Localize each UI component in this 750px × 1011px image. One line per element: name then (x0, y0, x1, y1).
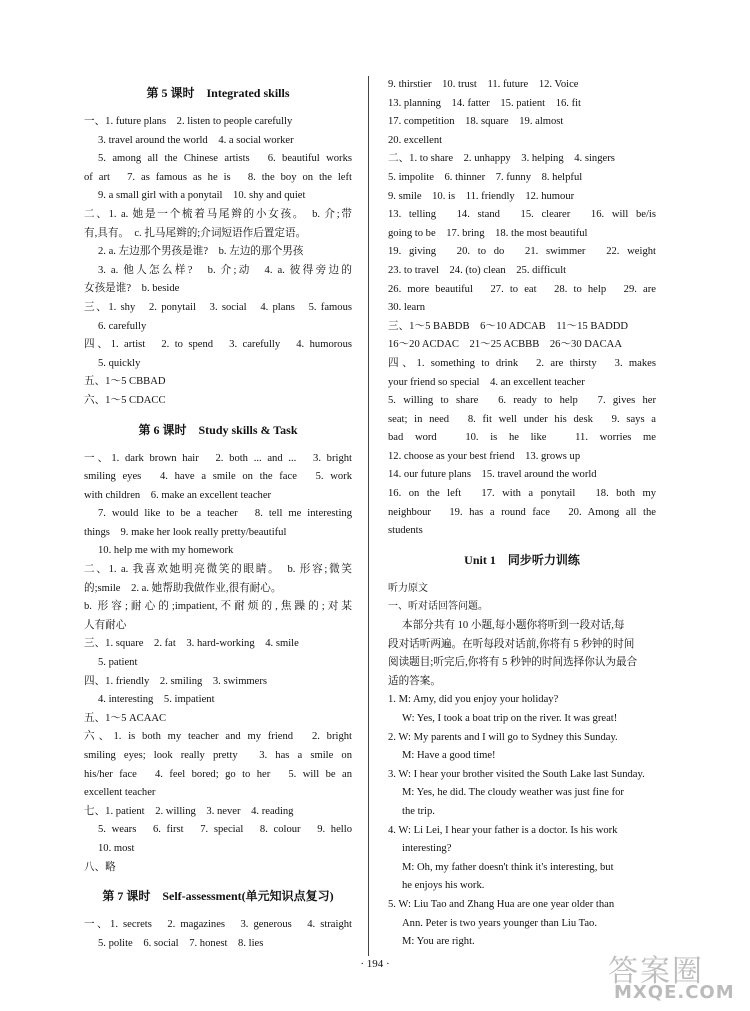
answer-line: bad word 10. is he like 11. worries me (388, 432, 656, 444)
answer-line: 五、1～5 CBBAD (84, 376, 166, 388)
answer-line: 七、1. patient 2. willing 3. never 4. reading (84, 805, 294, 817)
answer-line: 四、1. something to drink 2. are thirsty 3. makes (388, 357, 656, 369)
watermark-url: MXQE.COM (614, 982, 735, 1003)
answer-line: of art 7. as famous as he is 8. the boy on the left (84, 171, 352, 183)
answer-line: 一、1. future plans 2. listen to people carefully (84, 116, 293, 127)
answer-line: 3. a. 他人怎么样? b. 介;动 4. a. 彼得旁边的 (98, 264, 352, 276)
dialogue-line: M: Yes, he did. The cloudy weather was just fine for (402, 787, 624, 799)
answer-line: seat; in need 8. fit well under his desk 9. says a (388, 413, 656, 425)
dialogue-line: Ann. Peter is two years younger than Liu Tao. (402, 917, 598, 929)
answer-line: 三、1. square 2. fat 3. hard-working 4. smile (84, 638, 299, 650)
answer-line: 人有耐心 (84, 619, 127, 631)
answer-line: 10. help me with my homework (98, 545, 234, 557)
answer-line: 的;smile 2. a. 她帮助我做作业,很有耐心。 (84, 582, 282, 594)
answer-line: 9. smile 10. is 11. friendly 12. humour (388, 190, 575, 202)
answer-line: 16～20 ACDAC 21～25 ACBBB 26～30 DACAA (388, 339, 622, 351)
answer-line: 3. travel around the world 4. a social worker (98, 134, 294, 146)
answer-line: 5. impolite 6. thinner 7. funny 8. helpful (388, 171, 583, 183)
answer-line: 13. planning 14. fatter 15. patient 16. fit (388, 97, 582, 109)
answer-line: going to be 17. bring 18. the most beautiful (388, 227, 588, 239)
lesson-5-heading: 第 5 课时 Integrated skills (146, 86, 290, 100)
instruction-line: 适的答案。 (388, 675, 441, 687)
dialogue-line: M: Oh, my father doesn't think it's interesting, but (402, 861, 614, 873)
answer-line: 六、1. is both my teacher and my friend 2. bright (84, 731, 352, 743)
answer-line: 6. carefully (98, 320, 147, 332)
answer-line: 5. among all the Chinese artists 6. beautiful works (98, 153, 352, 165)
column-divider (368, 76, 369, 956)
dialogue-line: he enjoys his work. (402, 880, 485, 892)
left-column (84, 76, 352, 953)
answer-line: smiling eyes 4. have a smile on the face 5. work (84, 471, 352, 483)
answer-line: 13. telling 14. stand 15. clearer 16. will be/is (388, 209, 656, 221)
answer-line: 19. giving 20. to do 21. swimmer 22. weight (388, 246, 656, 258)
answer-line: 16. on the left 17. with a ponytail 18. both my (388, 488, 656, 500)
dialogue-line: interesting? (402, 843, 452, 855)
answer-line: 一、1. secrets 2. magazines 3. generous 4. straight (84, 919, 352, 931)
lesson-7-heading: 第 7 课时 Self-assessment(单元知识点复习) (102, 889, 334, 904)
answer-line: your friend so special 4. an excellent teacher (388, 376, 585, 388)
section-title: 一、听对话回答问题。 (388, 601, 488, 613)
answer-line: 9. thirstier 10. trust 11. future 12. Voice (388, 79, 579, 90)
answer-line: 4. interesting 5. impatient (98, 694, 215, 706)
answer-line: 四、1. artist 2. to spend 3. carefully 4. humorous (84, 339, 352, 351)
answer-line: b. 形容;耐心的;impatient,不耐烦的,焦躁的;对某 (84, 601, 352, 613)
answer-line: 20. excellent (388, 134, 443, 146)
answer-line: 四、1. friendly 2. smiling 3. swimmers (84, 675, 268, 687)
answer-line: 17. competition 18. square 19. almost (388, 116, 564, 128)
dialogue-line: 4. W: Li Lei, I hear your father is a doctor. Is his work (388, 824, 618, 836)
dialogue-line: 5. W: Liu Tao and Zhang Hua are one year older than (388, 898, 615, 910)
answer-line: 5. quickly (98, 357, 141, 369)
answer-line: students (388, 525, 423, 537)
answer-line: 女孩是谁? b. beside (84, 283, 180, 295)
dialogue-line: the trip. (402, 805, 435, 817)
watermark-text: 答案圈 (608, 954, 704, 989)
dialogue-line: W: Yes, I took a boat trip on the river. It was great! (402, 713, 618, 724)
answer-line: 5. polite 6. social 7. honest 8. lies (98, 937, 264, 949)
answer-line: 5. willing to share 6. ready to help 7. gives her (388, 395, 656, 407)
instruction-line: 本部分共有 10 小题,每小题你将听到一段对话,每 (402, 620, 625, 632)
answer-line: 12. choose as your best friend 13. grows up (388, 450, 581, 462)
answer-line: 一、1. dark brown hair 2. both ... and ... 3. bright (84, 452, 352, 464)
dialogue-line: 2. W: My parents and I will go to Sydney this Sunday. (388, 731, 618, 743)
answer-line: 30. learn (388, 302, 426, 314)
answer-line: 八、略 (84, 861, 116, 873)
answer-line: with children 6. make an excellent teacher (84, 489, 272, 501)
dialogue-line: M: Have a good time! (402, 750, 496, 762)
answer-line: 二、1. a. 她是一个梳着马尾辫的小女孩。 b. 介;带 (84, 208, 352, 220)
answer-line: smiling eyes; look really pretty 3. has a smile on (84, 750, 352, 761)
answer-line: 二、1. a. 我喜欢她明亮微笑的眼睛。 b. 形容;微笑 (84, 564, 352, 576)
page-number: · 194 · (360, 958, 390, 970)
answer-line: 六、1～5 CDACC (84, 394, 166, 406)
answer-line: excellent teacher (84, 787, 156, 799)
answer-line: 10. most (98, 842, 135, 854)
answer-line: 23. to travel 24. (to) clean 25. difficult (388, 264, 567, 276)
right-column (388, 76, 656, 952)
lesson-6-heading: 第 6 课时 Study skills & Task (138, 422, 298, 437)
answer-line: his/her face 4. feel bored; go to her 5. will be an (84, 768, 352, 780)
answer-line: 三、1. shy 2. ponytail 3. social 4. plans 5. famous (84, 301, 352, 313)
answer-line: 2. a. 左边那个男孩是谁? b. 左边的那个男孩 (98, 246, 304, 258)
instruction-line: 段对话听两遍。在听每段对话前,你将有 5 秒钟的时间 (388, 638, 635, 650)
answer-line: 9. a small girl with a ponytail 10. shy and quiet (98, 190, 306, 202)
answer-line: neighbour 19. has a round face 20. Among all the (388, 506, 656, 518)
answer-line: 14. our future plans 15. travel around the world (388, 469, 597, 481)
answer-line: things 9. make her look really pretty/beautiful (84, 526, 287, 538)
unit-1-listening-heading: Unit 1 同步听力训练 (464, 552, 580, 567)
answer-line: 五、1～5 ACAAC (84, 712, 167, 724)
answer-line: 二、1. to share 2. unhappy 3. helping 4. singers (388, 153, 615, 165)
transcript-label: 听力原文 (388, 582, 428, 594)
answer-line: 5. patient (98, 657, 138, 669)
answer-line: 5. wears 6. first 7. special 8. colour 9. hello (98, 824, 352, 836)
dialogue-line: 3. W: I hear your brother visited the South Lake last Sunday. (388, 768, 645, 780)
answer-line: 7. would like to be a teacher 8. tell me interesting (98, 508, 352, 520)
answer-line: 有,具有。 c. 扎马尾辫的;介词短语作后置定语。 (84, 227, 307, 239)
dialogue-line: M: You are right. (402, 936, 475, 948)
answer-line: 三、1～5 BABDB 6～10 ADCAB 11～15 BADDD (388, 320, 629, 332)
dialogue-line: 1. M: Amy, did you enjoy your holiday? (388, 694, 559, 706)
watermark-logo (608, 946, 748, 1006)
instruction-line: 阅读题目;听完后,你将有 5 秒钟的时间选择你认为最合 (388, 657, 638, 669)
answer-line: 26. more beautiful 27. to eat 28. to help 29. are (388, 283, 656, 295)
